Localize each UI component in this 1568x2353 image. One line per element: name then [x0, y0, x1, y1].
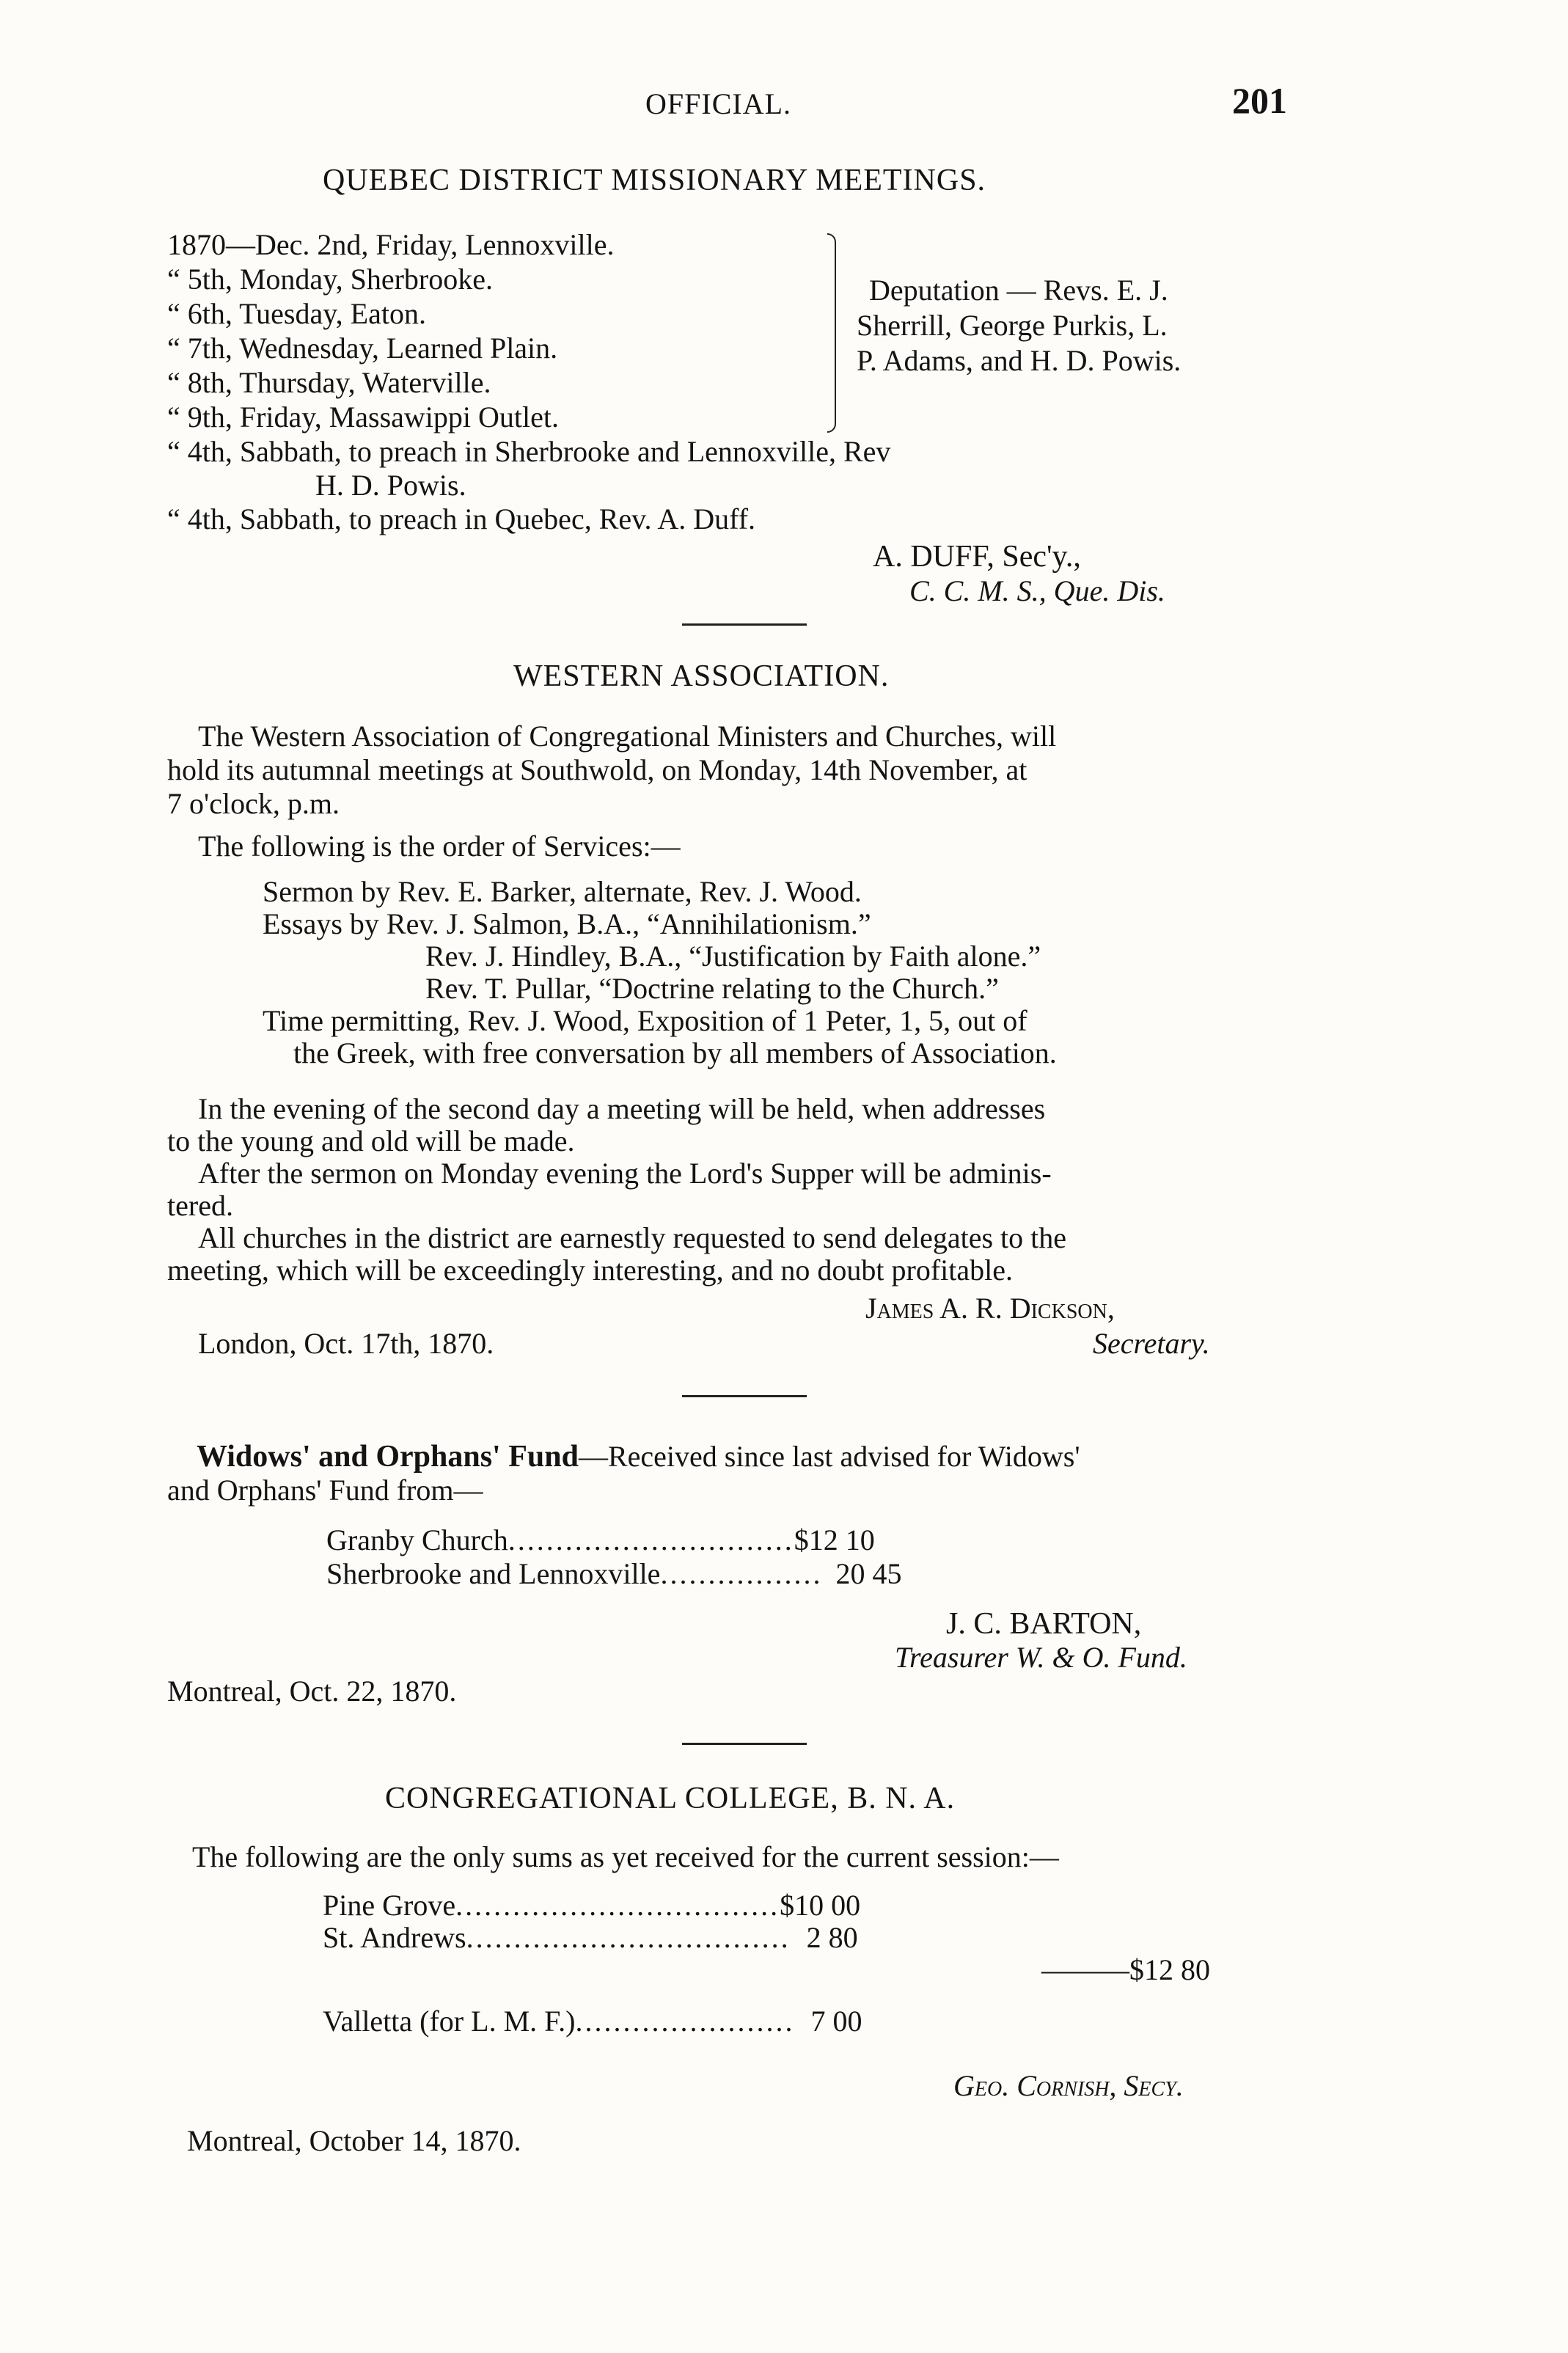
college-item-amount: 2 80	[806, 1921, 858, 1954]
widows-text-line2: and Orphans' Fund from—	[167, 1474, 483, 1507]
college-item	[323, 2004, 862, 2038]
college-subtotal: ———$12 80	[1041, 1953, 1210, 1986]
fund-item	[326, 1556, 901, 1591]
western-place-date: London, Oct. 17th, 1870.	[198, 1327, 494, 1360]
deputation-line: Sherrill, George Purkis, L.	[857, 309, 1168, 342]
churches-line: All churches in the district are earnestly requested to send delegates to the	[198, 1221, 1067, 1254]
meetings-brace	[827, 233, 836, 433]
evening-line: to the young and old will be made.	[167, 1124, 575, 1157]
western-intro-line: hold its autumnal meetings at Southwold, on Monday, 14th November, at	[167, 753, 1027, 786]
evening-line: In the evening of the second day a meeting will be held, when addresses	[198, 1092, 1046, 1125]
western-section-title: WESTERN ASSOCIATION.	[513, 659, 890, 693]
fund-item-name: Granby Church	[326, 1523, 508, 1556]
meeting-line: 1870—Dec. 2nd, Friday, Lennoxville.	[167, 228, 615, 261]
college-item	[323, 1920, 858, 1955]
college-item	[323, 1888, 860, 1922]
meeting-line: “ 6th, Tuesday, Eaton.	[167, 297, 426, 330]
fund-item-dots: .................	[660, 1557, 823, 1590]
section-divider	[682, 1395, 807, 1397]
college-item-dots: .......................	[575, 2005, 795, 2038]
college-item-amount: $10 00	[780, 1889, 861, 1922]
college-place-date: Montreal, October 14, 1870.	[187, 2124, 521, 2157]
college-signature: Geo. Cornish, Secy.	[953, 2069, 1184, 2102]
meeting-line: “ 9th, Friday, Massawippi Outlet.	[167, 400, 560, 433]
quebec-signature-title: C. C. M. S., Que. Dis.	[909, 574, 1165, 607]
western-intro-line: The Western Association of Congregational Ministers and Churches, will	[198, 720, 1057, 753]
service-line: Rev. T. Pullar, “Doctrine relating to the Church.”	[425, 972, 999, 1005]
deputation-line: P. Adams, and H. D. Powis.	[857, 344, 1182, 377]
service-line: Sermon by Rev. E. Barker, alternate, Rev. J. Wood.	[263, 875, 862, 908]
college-item-name: St. Andrews	[323, 1921, 466, 1954]
sabbath-line: “ 4th, Sabbath, to preach in Sherbrooke and Lennoxville, Rev	[167, 435, 891, 468]
college-item-dots: ..................................	[466, 1921, 791, 1954]
page-number: 201	[1232, 80, 1287, 121]
fund-item-amount: $12 10	[794, 1523, 875, 1556]
service-line: the Greek, with free conversation by all members of Association.	[293, 1036, 1057, 1069]
service-line: Time permitting, Rev. J. Wood, Exposition of 1 Peter, 1, 5, out of	[263, 1004, 1027, 1037]
widows-signature-name: J. C. BARTON,	[946, 1607, 1142, 1641]
section-divider	[682, 623, 807, 626]
order-intro: The following is the order of Services:—	[198, 830, 681, 863]
fund-item-dots: ..............................	[508, 1523, 794, 1556]
widows-heading: Widows' and Orphans' Fund	[197, 1440, 579, 1474]
churches-line: meeting, which will be exceedingly interesting, and no doubt profitable.	[167, 1254, 1014, 1287]
fund-item-amount: 20 45	[835, 1557, 902, 1590]
fund-item	[326, 1523, 875, 1557]
meeting-line: “ 8th, Thursday, Waterville.	[167, 366, 491, 399]
supper-line: After the sermon on Monday evening the Lord's Supper will be adminis-	[198, 1157, 1052, 1190]
sabbath-line: “ 4th, Sabbath, to preach in Quebec, Rev. A. Duff.	[167, 502, 756, 535]
college-item-dots: ..................................	[455, 1889, 780, 1922]
widows-place-date: Montreal, Oct. 22, 1870.	[167, 1675, 457, 1708]
section-divider	[682, 1743, 807, 1745]
widows-text: —Received since last advised for Widows'	[578, 1440, 1080, 1473]
quebec-signature-name: A. DUFF, Sec'y.,	[873, 540, 1081, 574]
fund-item-name: Sherbrooke and Lennoxville	[326, 1557, 661, 1590]
widows-signature-title: Treasurer W. & O. Fund.	[895, 1641, 1187, 1674]
widows-paragraph	[197, 1439, 1080, 1476]
western-signature-name: James A. R. Dickson,	[865, 1292, 1115, 1325]
service-line: Essays by Rev. J. Salmon, B.A., “Annihilationism.”	[263, 907, 871, 940]
meeting-line: “ 7th, Wednesday, Learned Plain.	[167, 332, 558, 365]
sabbath-line: H. D. Powis.	[315, 469, 466, 502]
college-item-amount: 7 00	[810, 2005, 862, 2038]
service-line: Rev. J. Hindley, B.A., “Justification by Faith alone.”	[425, 940, 1041, 973]
deputation-line: Deputation — Revs. E. J.	[869, 274, 1168, 307]
quebec-section-title: QUEBEC DISTRICT MISSIONARY MEETINGS.	[323, 164, 986, 197]
college-item-name: Valletta (for L. M. F.)	[323, 2005, 576, 2038]
college-section-title: CONGREGATIONAL COLLEGE, B. N. A.	[385, 1782, 956, 1815]
western-signature-title: Secretary.	[1093, 1327, 1210, 1360]
western-intro-line: 7 o'clock, p.m.	[167, 787, 340, 820]
meeting-line: “ 5th, Monday, Sherbrooke.	[167, 263, 493, 296]
college-item-name: Pine Grove	[323, 1889, 456, 1922]
supper-line: tered.	[167, 1189, 233, 1222]
running-header: OFFICIAL.	[645, 87, 792, 120]
college-intro: The following are the only sums as yet received for the current session:—	[192, 1840, 1059, 1873]
